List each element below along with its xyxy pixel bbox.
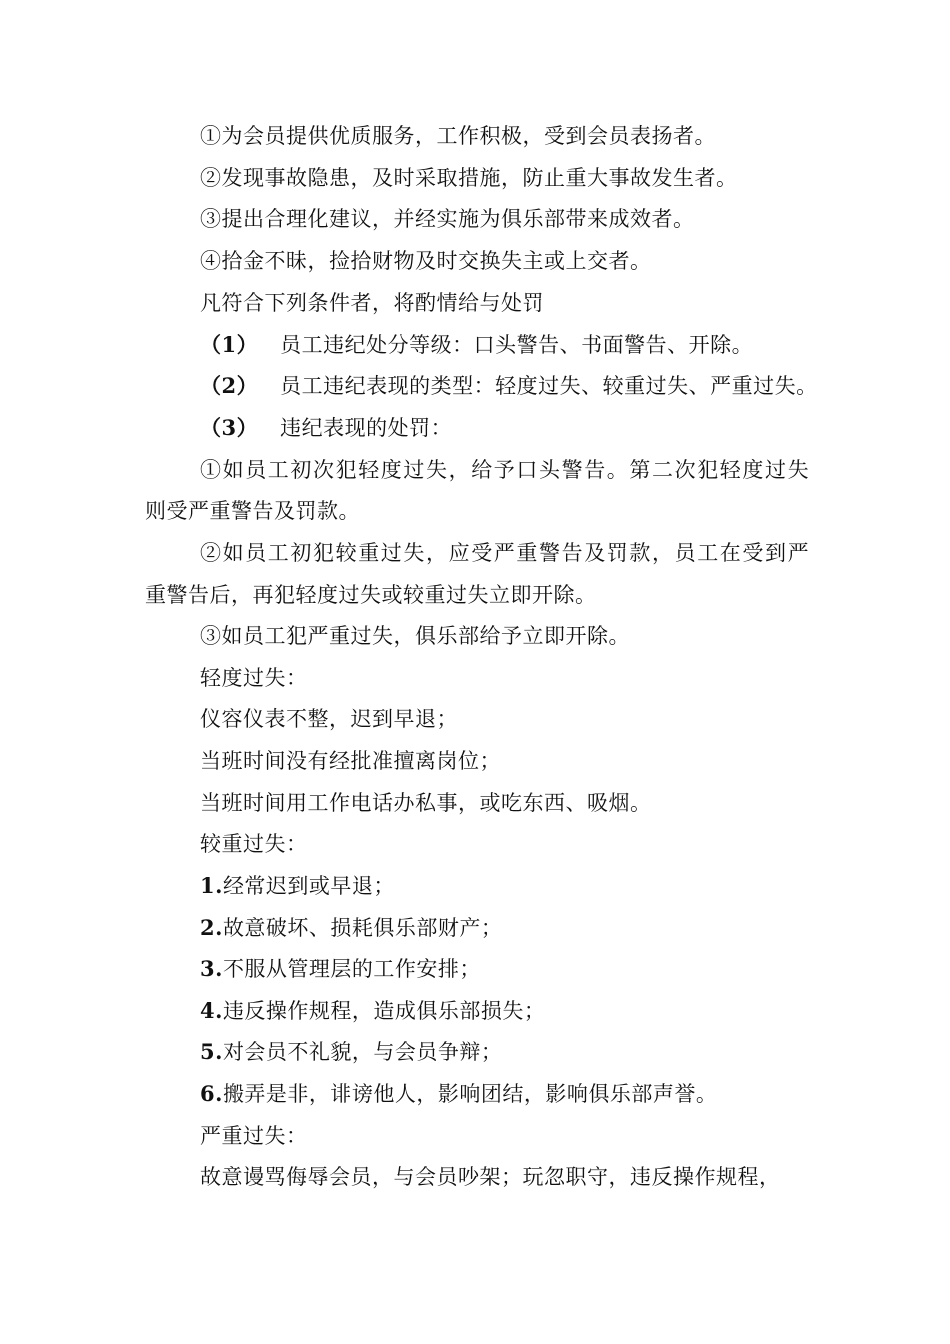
minor-item-3: 当班时间用工作电话办私事，或吃东西、吸烟。	[200, 791, 652, 815]
clause-number: （3）	[200, 415, 259, 440]
grave-heading: 严重过失：	[200, 1124, 308, 1148]
minor-heading: 轻度过失：	[200, 666, 308, 690]
clause-number: （2）	[200, 373, 259, 398]
clause-text: 违纪表现的处罚：	[280, 416, 453, 440]
serious-item-5	[200, 1037, 502, 1067]
item-number: 2.	[200, 915, 223, 940]
punishment-2-line-1: ②如员工初犯较重过失，应受严重警告及罚款，员工在受到严	[200, 541, 811, 565]
clause-2	[200, 371, 818, 401]
item-number: 3.	[200, 956, 223, 981]
penalty-intro: 凡符合下列条件者，将酌情给与处罚	[200, 291, 544, 315]
item-number: 5.	[200, 1039, 223, 1064]
item-text: 不服从管理层的工作安排；	[222, 957, 481, 981]
item-text: 违反操作规程，造成俱乐部损失；	[222, 999, 546, 1023]
punishment-2-line-2: 重警告后，再犯轻度过失或较重过失立即开除。	[145, 583, 597, 607]
serious-item-3	[200, 954, 481, 984]
reward-item-4: ④拾金不昧，捡拾财物及时交换失主或上交者。	[200, 249, 652, 273]
item-text: 经常迟到或早退；	[222, 874, 395, 898]
clause-1	[200, 330, 753, 360]
clause-text: 员工违纪处分等级：口头警告、书面警告、开除。	[280, 333, 754, 357]
serious-item-2	[200, 913, 502, 943]
clause-number: （1）	[200, 332, 259, 357]
item-text: 搬弄是非，诽谤他人，影响团结，影响俱乐部声誉。	[222, 1082, 718, 1106]
serious-item-6	[200, 1079, 717, 1109]
item-text: 故意破坏、损耗俱乐部财产；	[222, 916, 503, 940]
punishment-3: ③如员工犯严重过失，俱乐部给予立即开除。	[200, 624, 630, 648]
clause-text: 员工违纪表现的类型：轻度过失、较重过失、严重过失。	[280, 374, 818, 398]
item-number: 6.	[200, 1081, 223, 1106]
punishment-1-line-2: 则受严重警告及罚款。	[145, 499, 360, 523]
item-number: 1.	[200, 873, 223, 898]
serious-heading: 较重过失：	[200, 832, 308, 856]
grave-line-1: 故意谩骂侮辱会员，与会员吵架；玩忽职守，违反操作规程，	[200, 1165, 781, 1189]
minor-item-1: 仪容仪表不整，迟到早退；	[200, 707, 458, 731]
item-text: 对会员不礼貌，与会员争辩；	[222, 1040, 503, 1064]
item-number: 4.	[200, 998, 223, 1023]
reward-item-3: ③提出合理化建议，并经实施为俱乐部带来成效者。	[200, 207, 695, 231]
minor-item-2: 当班时间没有经批准擅离岗位；	[200, 749, 501, 773]
punishment-1-line-1: ①如员工初次犯轻度过失，给予口头警告。第二次犯轻度过失	[200, 458, 811, 482]
clause-3	[200, 413, 452, 443]
serious-item-4	[200, 996, 545, 1026]
reward-item-1: ①为会员提供优质服务，工作积极，受到会员表扬者。	[200, 124, 716, 148]
reward-item-2: ②发现事故隐患，及时采取措施，防止重大事故发生者。	[200, 166, 738, 190]
serious-item-1	[200, 871, 395, 901]
